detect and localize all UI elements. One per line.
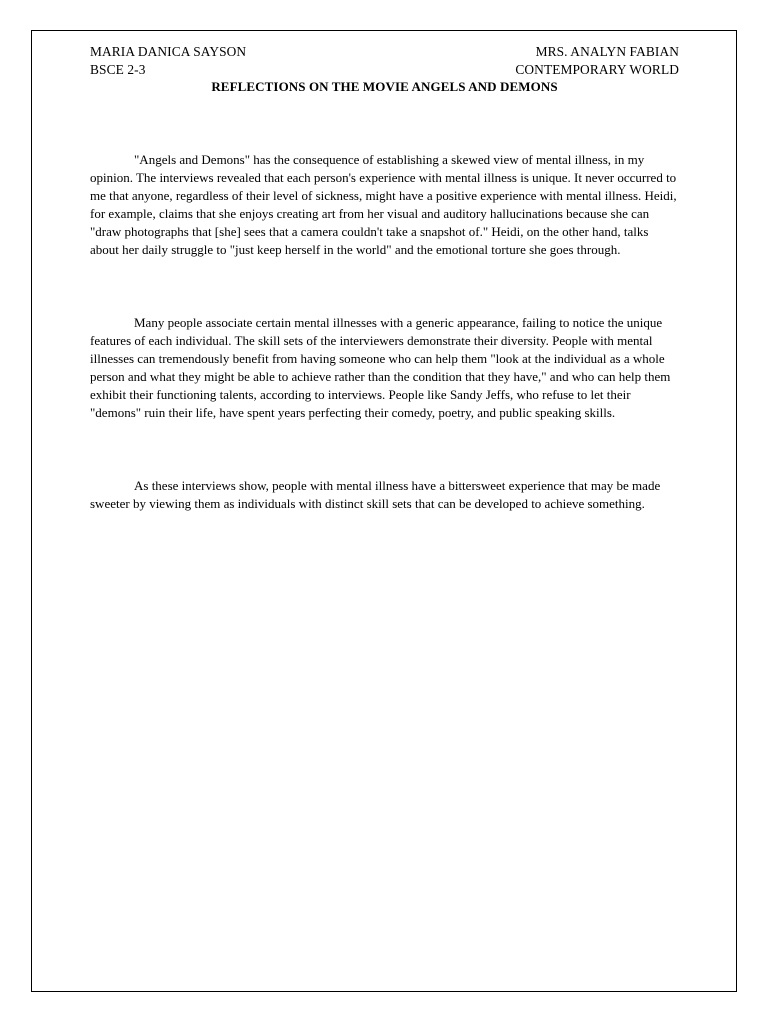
- document-page: [31, 30, 737, 992]
- header-row-1: [90, 43, 679, 61]
- paragraph-3: As these interviews show, people with mental illness have a bittersweet experience that may be made sweeter by viewing them as individuals with distinct skill sets that can be developed to achieve something.: [90, 478, 661, 511]
- teacher-name: MRS. ANALYN FABIAN: [535, 44, 679, 59]
- student-section: BSCE 2-3: [90, 62, 146, 77]
- header-row-2: [90, 61, 679, 79]
- document-title: REFLECTIONS ON THE MOVIE ANGELS AND DEMONS: [211, 79, 558, 94]
- student-name: MARIA DANICA SAYSON: [90, 44, 247, 59]
- paragraph-2: Many people associate certain mental illnesses with a generic appearance, failing to notice the unique features of each individual. The skill sets of the interviewers demonstrate their diversity. People with mental illnesses can tremendously benefit from having someone who can help them "look at the individual as a whole person and what they might be able to achieve rather than the condition that they have," and who can help them exhibit their functioning talents, according to interviews. People like Sandy Jeffs, who refuse to let their "demons" ruin their life, have spent years perfecting their comedy, poetry, and public speaking skills.: [90, 315, 671, 420]
- paragraph-1: "Angels and Demons" has the consequence of establishing a skewed view of mental illness, in my opinion. The interviews revealed that each person's experience with mental illness is unique. It never occurred to me that anyone, regardless of their level of sickness, might have a positive experience with mental illness. Heidi, for example, claims that she enjoys creating art from her visual and auditory hallucinations because she can "draw photographs that [she] sees that a camera couldn't take a snapshot of." Heidi, on the other hand, talks about her daily struggle to "just keep herself in the world" and the emotional torture she goes through.: [90, 152, 677, 257]
- subject-name: CONTEMPORARY WORLD: [515, 62, 679, 77]
- document-content: [90, 43, 679, 511]
